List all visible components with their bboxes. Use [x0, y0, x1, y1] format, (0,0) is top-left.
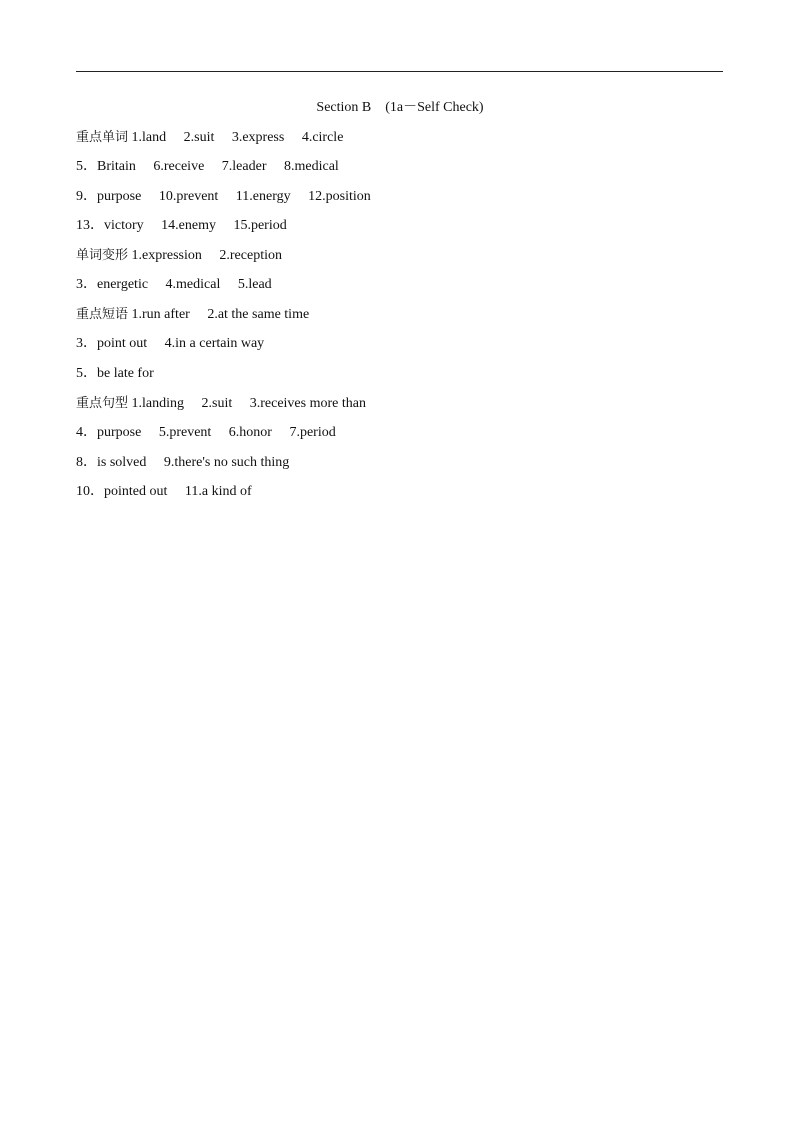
answer-text: 9．purpose 10.prevent 11.energy 12.position [76, 189, 371, 204]
category-label-key-words: 重点单词 [76, 130, 129, 145]
answer-line-5 [76, 247, 282, 265]
answer-line-10 [76, 395, 366, 413]
category-label-word-forms: 单词变形 [76, 248, 129, 263]
header-rule [76, 71, 723, 72]
answer-text: 4．purpose 5.prevent 6.honor 7.period [76, 425, 336, 440]
answer-text: 3．point out 4.in a certain way [76, 336, 265, 351]
answer-line-2 [76, 158, 339, 176]
answer-text: 3．energetic 4.medical 5.lead [76, 277, 272, 292]
category-label-key-sentences: 重点句型 [76, 396, 129, 411]
answer-line-6 [76, 276, 272, 294]
answer-line-4 [76, 217, 287, 235]
answer-line-7 [76, 306, 309, 324]
answer-text: 1.landing 2.suit 3.receives more than [128, 396, 366, 411]
answer-line-12 [76, 454, 289, 472]
answer-line-1 [76, 129, 343, 147]
answer-text: 1.expression 2.reception [128, 248, 282, 263]
answer-text: 1.run after 2.at the same time [128, 307, 310, 322]
category-label-key-phrases: 重点短语 [76, 307, 129, 322]
answer-line-8 [76, 335, 264, 353]
answer-text: 1.land 2.suit 3.express 4.circle [128, 130, 344, 145]
answer-line-9 [76, 365, 154, 383]
section-title: Section B (1a－Self Check) [316, 100, 484, 115]
answer-line-3 [76, 188, 371, 206]
answer-text: 8．is solved 9.there's no such thing [76, 455, 290, 470]
answer-text: 13．victory 14.enemy 15.period [76, 218, 287, 233]
answer-text: 5．Britain 6.receive 7.leader 8.medical [76, 159, 339, 174]
answer-line-13 [76, 483, 252, 501]
answer-text: 10．pointed out 11.a kind of [76, 484, 252, 499]
answer-line-11 [76, 424, 336, 442]
answer-text: 5．be late for [76, 366, 154, 381]
